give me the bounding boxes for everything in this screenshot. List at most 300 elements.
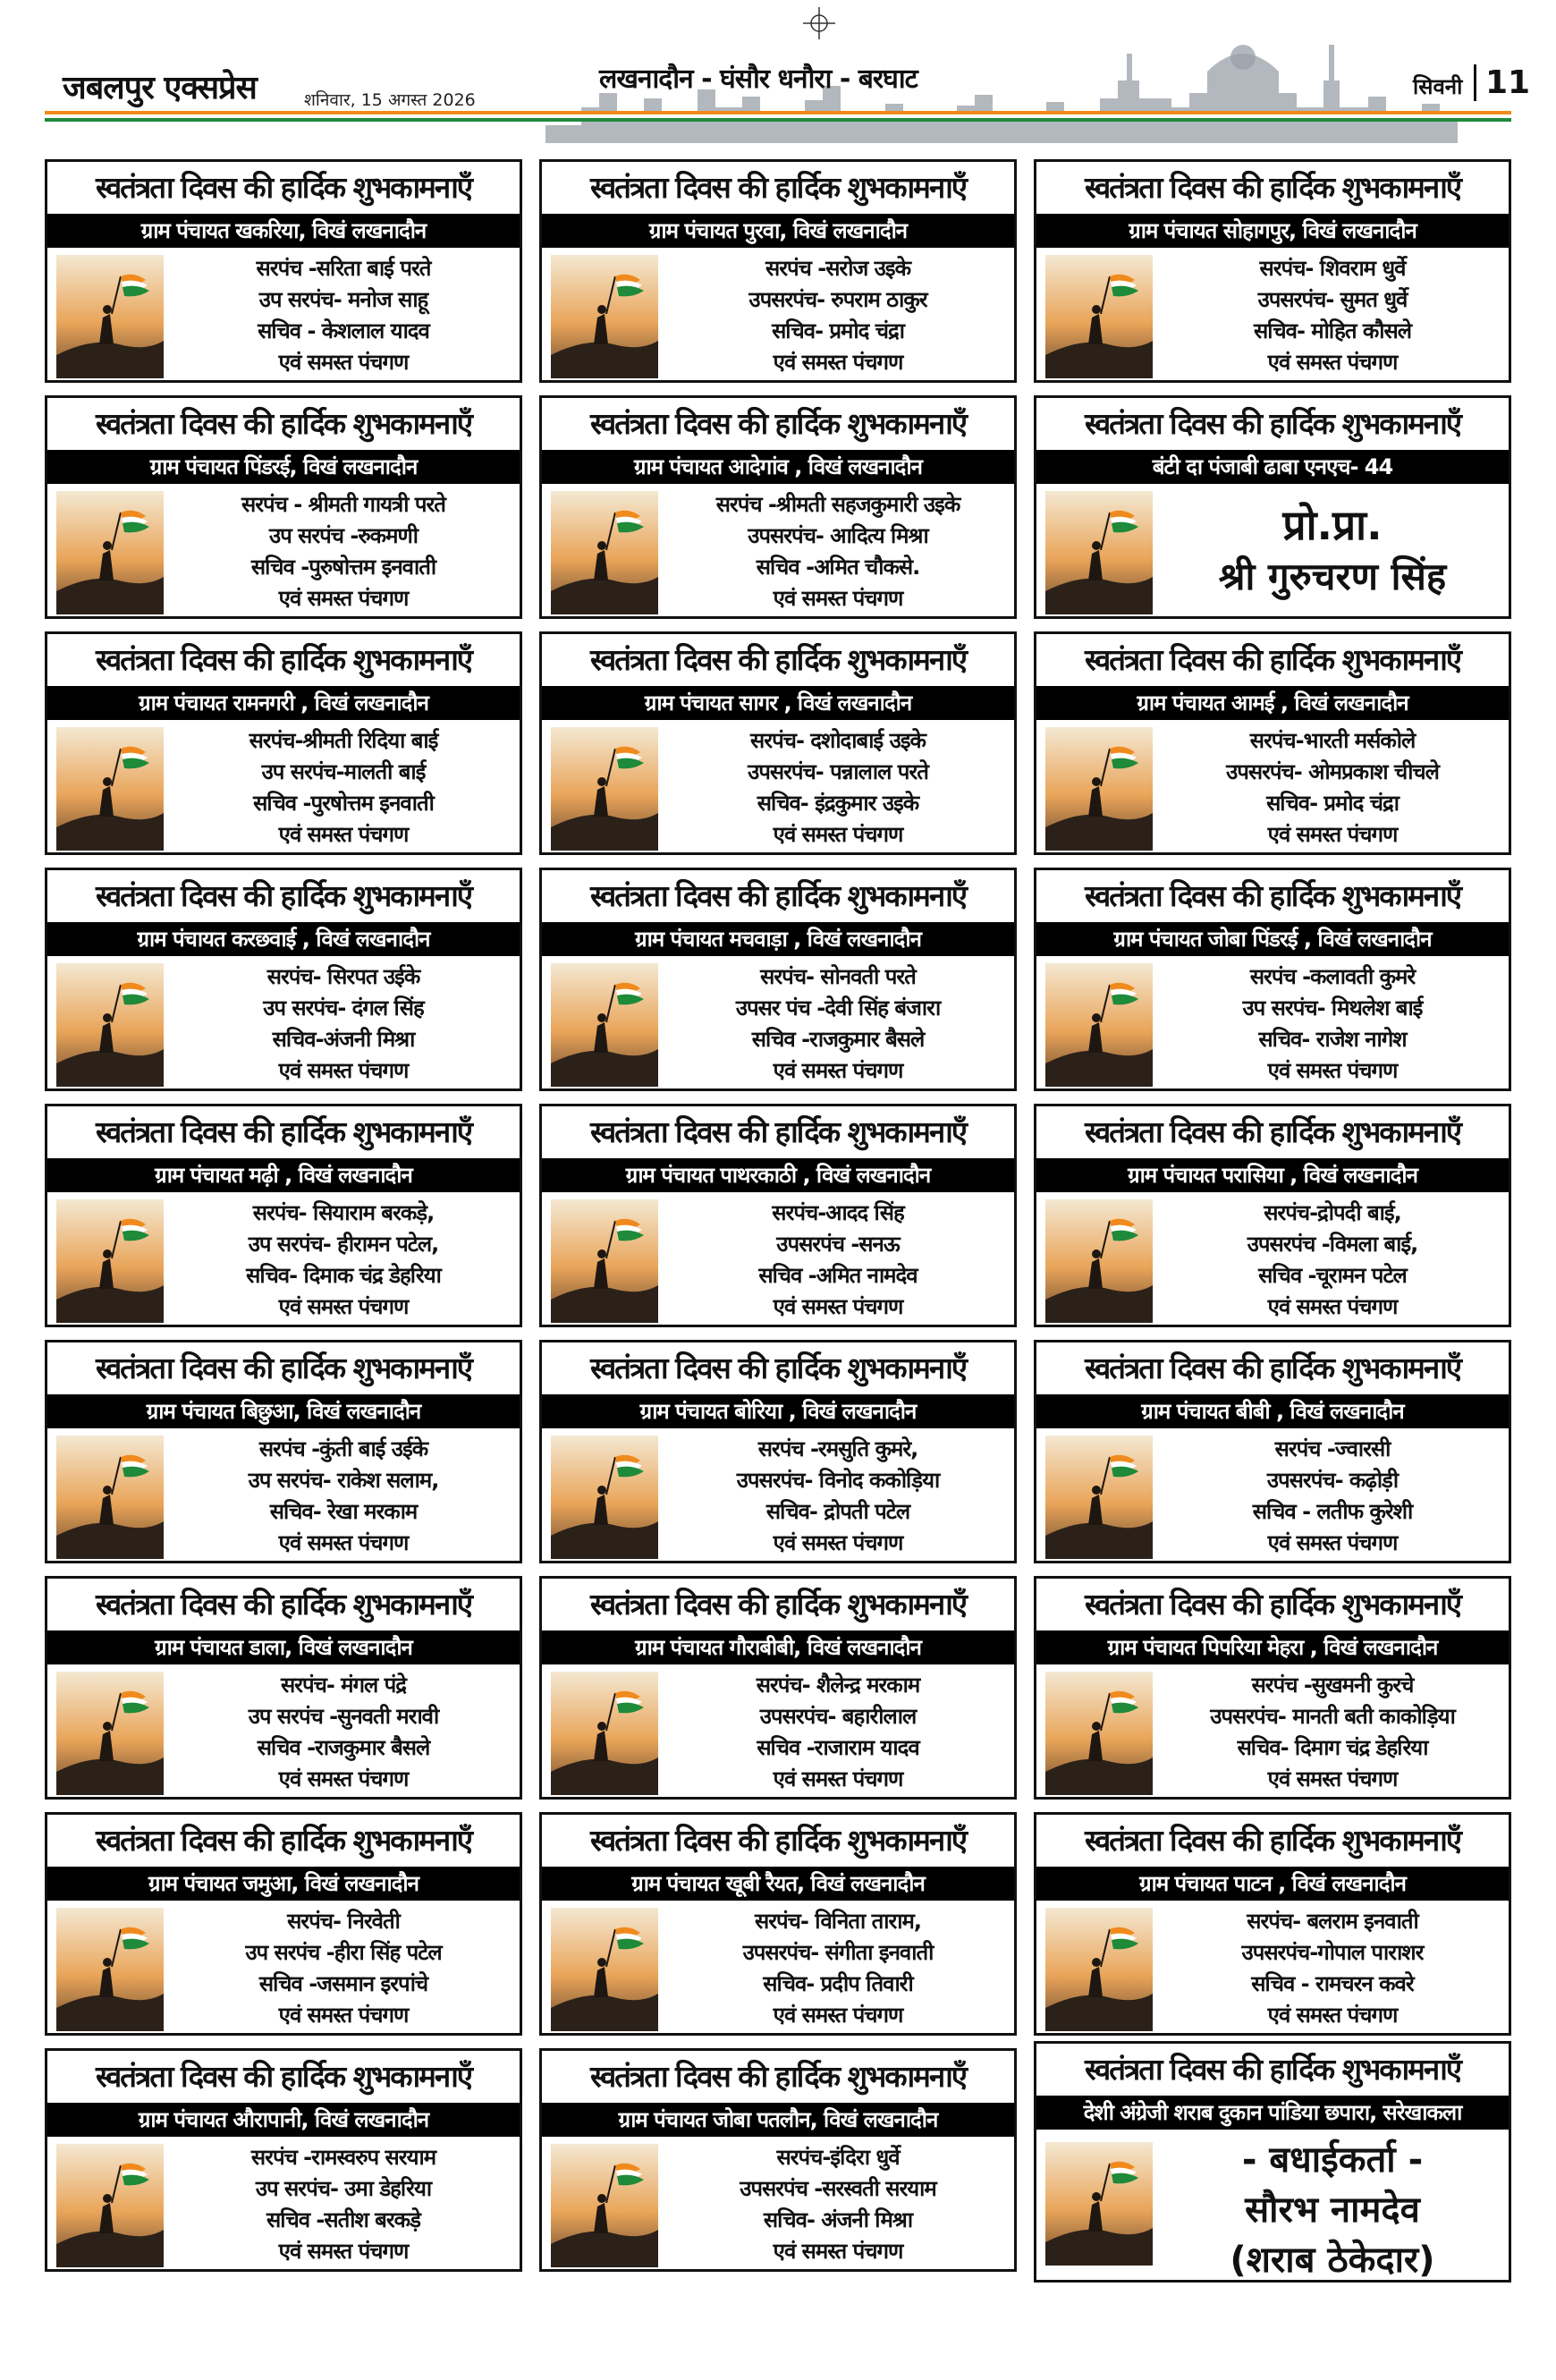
flag-bearer-photo-icon xyxy=(56,1199,164,1323)
greeting-ad xyxy=(539,1576,1017,1800)
ad-lines xyxy=(173,1198,514,1323)
ad-line: सचिव- रेखा मरकाम xyxy=(269,1499,418,1524)
flag-bearer-photo-icon xyxy=(56,727,164,851)
flag-bearer-photo-icon xyxy=(1045,1908,1153,2031)
city-label: सिवनी xyxy=(1413,74,1463,99)
ad-body xyxy=(47,720,520,856)
ad-large-line: - बधाईकर्ता - xyxy=(1241,2139,1424,2181)
flag-bearer-photo-icon xyxy=(56,1436,164,1559)
ad-subtitle-bar: ग्राम पंचायत पिपरिया मेहरा , विखं लखनादौन xyxy=(1036,1630,1509,1664)
ad-lines xyxy=(173,725,514,851)
ad-title: स्वतंत्रता दिवस की हार्दिक शुभकामनाएँ xyxy=(1085,170,1460,205)
ad-line: सरपंच- दशोदाबाई उइके xyxy=(750,728,926,753)
ad-subtitle-bar: ग्राम पंचायत जमुआ, विखं लखनादौन xyxy=(47,1867,520,1901)
ad-photo xyxy=(56,255,164,378)
ad-lines xyxy=(173,489,514,614)
ad-body xyxy=(1036,1664,1509,1800)
ad-title: स्वतंत्रता दिवस की हार्दिक शुभकामनाएँ xyxy=(590,1823,966,1858)
ad-subtitle-bar: ग्राम पंचायत पिंडरई, विखं लखनादौन xyxy=(47,450,520,484)
ad-line: उपसरपंच- सुमत धुर्वे xyxy=(1257,287,1408,312)
ad-title: स्वतंत्रता दिवस की हार्दिक शुभकामनाएँ xyxy=(96,878,471,913)
greeting-ad xyxy=(539,1340,1017,1563)
ad-lines xyxy=(173,2142,514,2267)
ad-photo xyxy=(56,1436,164,1559)
ad-line: सचिव- प्रमोद चंद्रा xyxy=(1266,791,1399,816)
ad-photo xyxy=(551,2144,658,2267)
ad-line: सचिव -चूरामन पटेल xyxy=(1258,1263,1407,1288)
ad-title: स्वतंत्रता दिवस की हार्दिक शुभकामनाएँ xyxy=(96,1114,471,1149)
ad-line: सरपंच- शिवराम धुर्वे xyxy=(1259,256,1406,281)
ad-title: स्वतंत्रता दिवस की हार्दिक शुभकामनाएँ xyxy=(96,2059,471,2094)
ad-line: सरपंच- शैलेन्द्र मरकाम xyxy=(756,1673,920,1698)
ad-line: सरपंच- बलराम इनवाती xyxy=(1247,1909,1418,1934)
ad-line: सचिव- दिमाग चंद्र डेहरिया xyxy=(1237,1735,1428,1760)
ad-line: उपसरपंच -सरस्वती सरयाम xyxy=(740,2176,936,2201)
ad-line: एवं समस्त पंचगण xyxy=(773,1766,903,1791)
flag-bearer-photo-icon xyxy=(551,1436,658,1559)
ad-subtitle-bar: ग्राम पंचायत खूबी रैयत, विखं लखनादौन xyxy=(542,1867,1014,1901)
ad-title: स्वतंत्रता दिवस की हार्दिक शुभकामनाएँ xyxy=(96,170,471,205)
greeting-ad xyxy=(45,868,522,1091)
ad-line: उप सरपंच -हीरा सिंह पटेल xyxy=(245,1940,442,1965)
ad-line: सरपंच-इंदिरा धुर्वे xyxy=(776,2145,900,2170)
greeting-ad xyxy=(1034,1812,1511,2036)
greeting-ad xyxy=(539,631,1017,855)
ad-lines xyxy=(667,1434,1009,1559)
ad-body xyxy=(542,1901,1014,2037)
ad-line: एवं समस्त पंचगण xyxy=(278,1766,409,1791)
ad-large-line: सौरभ नामदेव xyxy=(1245,2189,1420,2231)
ad-line: उप सरपंच -सुनवती मरावी xyxy=(248,1704,439,1729)
ad-line: एवं समस्त पंचगण xyxy=(773,1058,903,1083)
tricolor-rule xyxy=(45,111,1511,123)
ad-title: स्वतंत्रता दिवस की हार्दिक शुभकामनाएँ xyxy=(96,406,471,441)
flag-bearer-photo-icon xyxy=(1045,1436,1153,1559)
ad-body xyxy=(1036,1428,1509,1564)
ad-line: एवं समस्त पंचगण xyxy=(773,586,903,611)
greeting-ad xyxy=(539,395,1017,619)
ad-line: उप सरपंच-मालती बाई xyxy=(261,759,426,784)
ad-title: स्वतंत्रता दिवस की हार्दिक शुभकामनाएँ xyxy=(96,1587,471,1622)
ad-line: एवं समस्त पंचगण xyxy=(773,822,903,847)
ad-line: सरपंच-भारती मर्सकोले xyxy=(1249,728,1416,753)
ad-line: सरपंच -सुखमनी कुरचे xyxy=(1251,1673,1414,1698)
ad-line: एवं समस्त पंचगण xyxy=(773,1294,903,1319)
greeting-ad xyxy=(45,395,522,619)
ad-lines xyxy=(1162,1906,1503,2031)
flag-bearer-photo-icon xyxy=(1045,2142,1153,2266)
ad-title: स्वतंत्रता दिवस की हार्दिक शुभकामनाएँ xyxy=(590,642,966,677)
ad-subtitle-bar: ग्राम पंचायत आदेगांव , विखं लखनादौन xyxy=(542,450,1014,484)
ad-photo xyxy=(1045,1672,1153,1795)
ad-line: सरपंच- सिरपत उईके xyxy=(266,964,420,989)
ad-subtitle-bar: देशी अंग्रेजी शराब दुकान पांडिया छपारा, सरेखाकला xyxy=(1036,2096,1509,2130)
greeting-ad xyxy=(539,1104,1017,1327)
greeting-ads-grid xyxy=(45,159,1511,2320)
ad-body xyxy=(47,956,520,1092)
ad-line: सचिव -राजकुमार बैसले xyxy=(257,1735,430,1760)
publication-date: शनिवार, 15 अगस्त 2026 xyxy=(304,90,476,110)
ad-title: स्वतंत्रता दिवस की हार्दिक शुभकामनाएँ xyxy=(590,1351,966,1385)
ad-body xyxy=(47,2137,520,2273)
ad-photo xyxy=(1045,1199,1153,1323)
ad-photo xyxy=(551,1436,658,1559)
ad-subtitle-bar: ग्राम पंचायत पाथरकाठी , विखं लखनादौन xyxy=(542,1158,1014,1192)
ad-lines xyxy=(173,961,514,1087)
flag-bearer-photo-icon xyxy=(551,727,658,851)
greeting-ad xyxy=(1034,868,1511,1091)
ad-line: सरपंच -ज्वारसी xyxy=(1274,1436,1391,1461)
ad-subtitle-bar: ग्राम पंचायत बिछुआ, विखं लखनादौन xyxy=(47,1394,520,1428)
ad-lines xyxy=(667,1906,1009,2031)
ad-line: एवं समस्त पंचगण xyxy=(773,350,903,375)
ad-line: उपसरपंच- बहारीलाल xyxy=(759,1704,917,1729)
ad-subtitle-bar: ग्राम पंचायत रामनगरी , विखं लखनादौन xyxy=(47,686,520,720)
flag-bearer-photo-icon xyxy=(1045,255,1153,378)
greeting-ad xyxy=(1034,159,1511,383)
greeting-ad xyxy=(45,1104,522,1327)
ad-line: सरपंच -सरिता बाई परते xyxy=(256,256,431,281)
greeting-ad xyxy=(539,1812,1017,2036)
ad-line: उपसरपंच- रुपराम ठाकुर xyxy=(748,287,927,312)
ad-line: सचिव - लतीफ कुरेशी xyxy=(1252,1499,1413,1524)
ad-line: सरपंच- सियाराम बरकड़े, xyxy=(252,1200,435,1225)
ad-lines xyxy=(1162,725,1503,851)
ad-lines xyxy=(667,725,1009,851)
ad-body xyxy=(1036,956,1509,1092)
greeting-ad xyxy=(1034,1576,1511,1800)
ad-line: उपसरपंच-गोपाल पाराशर xyxy=(1241,1940,1424,1965)
ad-lines xyxy=(667,1198,1009,1323)
ad-photo xyxy=(1045,963,1153,1087)
ad-line: एवं समस्त पंचगण xyxy=(278,586,409,611)
ad-line: सचिव- इंद्रकुमार उइके xyxy=(757,791,919,816)
page-number: 11 xyxy=(1474,64,1530,101)
greeting-ad xyxy=(1034,1104,1511,1327)
ad-line: सचिव -अमित नामदेव xyxy=(758,1263,918,1288)
ad-body xyxy=(47,248,520,384)
ad-photo xyxy=(56,1199,164,1323)
ad-body xyxy=(1036,2130,1509,2281)
ad-line: उप सरपंच -रुकमणी xyxy=(268,523,419,548)
greeting-ad xyxy=(45,1340,522,1563)
ad-title: स्वतंत्रता दिवस की हार्दिक शुभकामनाएँ xyxy=(1085,406,1460,441)
ad-line: सरपंच- सोनवती परते xyxy=(760,964,916,989)
ad-title: स्वतंत्रता दिवस की हार्दिक शुभकामनाएँ xyxy=(96,642,471,677)
ad-title: स्वतंत्रता दिवस की हार्दिक शुभकामनाएँ xyxy=(1085,1587,1460,1622)
ad-line: सरपंच-द्रोपदी बाई, xyxy=(1264,1200,1401,1225)
greeting-ad xyxy=(45,1812,522,2036)
ad-photo xyxy=(551,1908,658,2031)
ad-line: सचिव - केशलाल यादव xyxy=(258,318,429,343)
ad-line: सचिव -जसमान इरपांचे xyxy=(258,1971,428,1996)
ad-title: स्वतंत्रता दिवस की हार्दिक शुभकामनाएँ xyxy=(1085,1351,1460,1385)
ad-line: एवं समस्त पंचगण xyxy=(773,2003,903,2028)
ad-line: उप सरपंच- राकेश सलाम, xyxy=(248,1468,439,1493)
ad-lines xyxy=(173,1670,514,1795)
ad-title: स्वतंत्रता दिवस की हार्दिक शुभकामनाएँ xyxy=(1085,1114,1460,1149)
ad-lines xyxy=(1162,1434,1503,1559)
ad-body xyxy=(1036,484,1509,620)
ad-photo xyxy=(1045,491,1153,614)
ad-photo xyxy=(551,963,658,1087)
ad-lines xyxy=(1162,1670,1503,1795)
ad-subtitle-bar: ग्राम पंचायत मढ़ी , विखं लखनादौन xyxy=(47,1158,520,1192)
flag-bearer-photo-icon xyxy=(551,1672,658,1795)
ad-photo xyxy=(1045,727,1153,851)
flag-bearer-photo-icon xyxy=(1045,963,1153,1087)
ad-line: एवं समस्त पंचगण xyxy=(278,822,409,847)
ad-lines xyxy=(1162,489,1503,602)
greeting-ad xyxy=(1034,2041,1511,2283)
ad-subtitle-bar: ग्राम पंचायत गौराबीबी, विखं लखनादौन xyxy=(542,1630,1014,1664)
ad-subtitle-bar: ग्राम पंचायत बोरिया , विखं लखनादौन xyxy=(542,1394,1014,1428)
ad-proprietor-name: श्री गुरुचरण सिंह xyxy=(1218,555,1447,598)
ad-line: सचिव -पुरषोत्तम इनवाती xyxy=(253,791,434,816)
ad-line: सरपंच -कुंती बाई उईके xyxy=(258,1436,428,1461)
ad-photo xyxy=(1045,1908,1153,2031)
ad-subtitle-bar: ग्राम पंचायत पुरवा, विखं लखनादौन xyxy=(542,214,1014,248)
ad-subtitle-bar: बंटी दा पंजाबी ढाबा एनएच- 44 xyxy=(1036,450,1509,484)
ad-line: सरपंच -रमसुति कुमरे, xyxy=(757,1436,918,1461)
ad-subtitle-bar: ग्राम पंचायत मचवाड़ा , विखं लखनादौन xyxy=(542,922,1014,956)
ad-title: स्वतंत्रता दिवस की हार्दिक शुभकामनाएँ xyxy=(590,406,966,441)
ad-line: एवं समस्त पंचगण xyxy=(773,1530,903,1555)
ad-line: एवं समस्त पंचगण xyxy=(1267,1058,1398,1083)
ad-line: सरपंच- विनिता ताराम, xyxy=(755,1909,921,1934)
ad-line: उप सरपंच- उमा डेहरिया xyxy=(255,2176,432,2201)
ad-title: स्वतंत्रता दिवस की हार्दिक शुभकामनाएँ xyxy=(590,1587,966,1622)
ad-lines xyxy=(1162,961,1503,1087)
ad-line: एवं समस्त पंचगण xyxy=(278,1058,409,1083)
ad-line: एवं समस्त पंचगण xyxy=(1267,1294,1398,1319)
ad-lines xyxy=(173,1434,514,1559)
ad-line: उपसर पंच -देवी सिंह बंजारा xyxy=(735,995,941,1021)
ad-lines xyxy=(667,2142,1009,2267)
ad-title: स्वतंत्रता दिवस की हार्दिक शुभकामनाएँ xyxy=(590,170,966,205)
ad-body xyxy=(1036,1192,1509,1328)
ad-title: स्वतंत्रता दिवस की हार्दिक शुभकामनाएँ xyxy=(1085,2052,1460,2087)
ad-line: एवं समस्त पंचगण xyxy=(278,1530,409,1555)
ad-photo xyxy=(56,727,164,851)
ad-body xyxy=(47,1664,520,1800)
ad-proprietor-label: प्रो.प्रा. xyxy=(1282,501,1383,549)
ad-body xyxy=(542,484,1014,620)
ad-line: एवं समस्त पंचगण xyxy=(278,1294,409,1319)
ad-line: सरपंच -रामस्वरुप सरयाम xyxy=(250,2145,436,2170)
ad-line: सचिव- राजेश नागेश xyxy=(1258,1027,1407,1052)
ad-photo xyxy=(56,1908,164,2031)
ad-line: एवं समस्त पंचगण xyxy=(278,350,409,375)
ad-line: उपसरपंच- संगीता इनवाती xyxy=(742,1940,934,1965)
ad-lines xyxy=(667,1670,1009,1795)
ad-line: सरपंच - श्रीमती गायत्री परते xyxy=(241,492,445,517)
ad-title: स्वतंत्रता दिवस की हार्दिक शुभकामनाएँ xyxy=(1085,642,1460,677)
ad-body xyxy=(542,1192,1014,1328)
ad-line: सचिव- प्रदीप तिवारी xyxy=(763,1971,913,1996)
ad-photo xyxy=(551,727,658,851)
ad-photo xyxy=(1045,255,1153,378)
ad-line: सरपंच-श्रीमती रिदिया बाई xyxy=(249,728,438,753)
greeting-ad xyxy=(539,2048,1017,2272)
ad-subtitle-bar: ग्राम पंचायत पाटन , विखं लखनादौन xyxy=(1036,1867,1509,1901)
ad-title: स्वतंत्रता दिवस की हार्दिक शुभकामनाएँ xyxy=(590,1114,966,1149)
ad-body xyxy=(542,2137,1014,2273)
ad-line: एवं समस्त पंचगण xyxy=(1267,2003,1398,2028)
ad-line: उप सरपंच- हीरामन पटेल, xyxy=(248,1232,439,1257)
flag-bearer-photo-icon xyxy=(1045,1199,1153,1323)
ad-body xyxy=(47,1192,520,1328)
ad-photo xyxy=(551,1672,658,1795)
flag-bearer-photo-icon xyxy=(56,963,164,1087)
ad-lines xyxy=(667,961,1009,1087)
ad-line: उप सरपंच- मिथलेश बाई xyxy=(1242,995,1423,1021)
flag-bearer-photo-icon xyxy=(56,255,164,378)
ad-body xyxy=(1036,1901,1509,2037)
ad-line: उपसरपंच -सनऊ xyxy=(776,1232,900,1257)
ad-line: उप सरपंच- मनोज साहू xyxy=(258,287,428,312)
flag-bearer-photo-icon xyxy=(551,2144,658,2267)
ad-subtitle-bar: ग्राम पंचायत खकरिया, विखं लखनादौन xyxy=(47,214,520,248)
ad-title: स्वतंत्रता दिवस की हार्दिक शुभकामनाएँ xyxy=(1085,878,1460,913)
ad-line: सचिव -राजाराम यादव xyxy=(757,1735,919,1760)
flag-bearer-photo-icon xyxy=(1045,1672,1153,1795)
ad-line: उप सरपंच- दंगल सिंह xyxy=(263,995,424,1021)
ad-body xyxy=(1036,720,1509,856)
ad-body xyxy=(47,1428,520,1564)
ad-subtitle-bar: ग्राम पंचायत जोबा पतलौन, विखं लखनादौन xyxy=(542,2103,1014,2137)
ad-lines xyxy=(1162,1198,1503,1323)
ad-line: उपसरपंच- पन्नालाल परते xyxy=(748,759,928,784)
flag-bearer-photo-icon xyxy=(551,491,658,614)
ad-line: सरपंच -सरोज उइके xyxy=(765,256,910,281)
ad-line: सरपंच-आदद सिंह xyxy=(772,1200,904,1225)
ad-lines xyxy=(173,1906,514,2031)
ad-title: स्वतंत्रता दिवस की हार्दिक शुभकामनाएँ xyxy=(96,1351,471,1385)
ad-subtitle-bar: ग्राम पंचायत आमई , विखं लखनादौन xyxy=(1036,686,1509,720)
ad-lines xyxy=(667,253,1009,378)
ad-line: सचिव- अंजनी मिश्रा xyxy=(763,2207,913,2232)
ad-title: स्वतंत्रता दिवस की हार्दिक शुभकामनाएँ xyxy=(1085,1823,1460,1858)
ad-line: सचिव - रामचरन कवरे xyxy=(1251,1971,1414,1996)
ad-line: एवं समस्त पंचगण xyxy=(1267,1530,1398,1555)
ad-photo xyxy=(551,491,658,614)
greeting-ad xyxy=(1034,1340,1511,1563)
ad-line: एवं समस्त पंचगण xyxy=(278,2239,409,2264)
flag-bearer-photo-icon xyxy=(551,963,658,1087)
ad-title: स्वतंत्रता दिवस की हार्दिक शुभकामनाएँ xyxy=(590,878,966,913)
ad-line: एवं समस्त पंचगण xyxy=(278,2003,409,2028)
ad-line: सचिव- प्रमोद चंद्रा xyxy=(772,318,904,343)
ad-line: उपसरपंच -विमला बाई, xyxy=(1247,1232,1418,1257)
ad-subtitle-bar: ग्राम पंचायत सोहागपुर, विखं लखनादौन xyxy=(1036,214,1509,248)
ad-photo xyxy=(1045,2142,1153,2266)
ad-subtitle-bar: ग्राम पंचायत सागर , विखं लखनादौन xyxy=(542,686,1014,720)
ad-line: सरपंच- निरवेती xyxy=(287,1909,400,1934)
ad-line: सरपंच -श्रीमती सहजकुमारी उइके xyxy=(715,492,960,517)
greeting-ad xyxy=(539,159,1017,383)
flag-bearer-photo-icon xyxy=(551,1908,658,2031)
flag-bearer-photo-icon xyxy=(1045,491,1153,614)
ad-line: सचिव- द्रोपती पटेल xyxy=(765,1499,910,1524)
ad-line: सचिव -राजकुमार बैसले xyxy=(751,1027,925,1052)
ad-line: सचिव -अमित चौकसे. xyxy=(756,555,920,580)
ad-photo xyxy=(551,255,658,378)
ad-body xyxy=(542,248,1014,384)
ad-line: एवं समस्त पंचगण xyxy=(773,2239,903,2264)
ad-body xyxy=(542,1428,1014,1564)
ad-photo xyxy=(551,1199,658,1323)
greeting-ad xyxy=(1034,395,1511,619)
ad-subtitle-bar: ग्राम पंचायत बीबी , विखं लखनादौन xyxy=(1036,1394,1509,1428)
flag-bearer-photo-icon xyxy=(551,255,658,378)
ad-title: स्वतंत्रता दिवस की हार्दिक शुभकामनाएँ xyxy=(96,1823,471,1858)
ad-line: एवं समस्त पंचगण xyxy=(1267,822,1398,847)
ad-title: स्वतंत्रता दिवस की हार्दिक शुभकामनाएँ xyxy=(590,2059,966,2094)
ad-lines xyxy=(1162,2135,1503,2285)
greeting-ad xyxy=(1034,631,1511,855)
flag-bearer-photo-icon xyxy=(1045,727,1153,851)
ad-lines xyxy=(173,253,514,378)
ad-large-line: (शराब ठेकेदार) xyxy=(1230,2240,1435,2281)
ad-line: उपसरपंच- विनोद ककोड़िया xyxy=(736,1468,940,1493)
ad-subtitle-bar: ग्राम पंचायत जोबा पिंडरई , विखं लखनादौन xyxy=(1036,922,1509,956)
greeting-ad xyxy=(45,1576,522,1800)
ad-body xyxy=(1036,248,1509,384)
ad-body xyxy=(47,1901,520,2037)
ad-lines xyxy=(1162,253,1503,378)
flag-bearer-photo-icon xyxy=(56,1908,164,2031)
ad-line: एवं समस्त पंचगण xyxy=(1267,1766,1398,1791)
newspaper-brand: जबलपुर एक्सप्रेस xyxy=(63,69,257,106)
ad-photo xyxy=(1045,1436,1153,1559)
ad-line: सचिव -सतीश बरकड़े xyxy=(266,2207,420,2232)
flag-bearer-photo-icon xyxy=(56,2144,164,2267)
ad-subtitle-bar: ग्राम पंचायत करछवाई , विखं लखनादौन xyxy=(47,922,520,956)
ad-lines xyxy=(667,489,1009,614)
flag-bearer-photo-icon xyxy=(56,1672,164,1795)
ad-subtitle-bar: ग्राम पंचायत डाला, विखं लखनादौन xyxy=(47,1630,520,1664)
flag-bearer-photo-icon xyxy=(551,1199,658,1323)
ad-photo xyxy=(56,1672,164,1795)
flag-bearer-photo-icon xyxy=(56,491,164,614)
ad-line: सरपंच- मंगल पंद्रे xyxy=(280,1673,407,1698)
ad-body xyxy=(542,956,1014,1092)
ad-line: उपसरपंच- मानती बती काकोड़िया xyxy=(1210,1704,1455,1729)
masthead xyxy=(45,0,1531,152)
ad-photo xyxy=(56,963,164,1087)
ad-body xyxy=(47,484,520,620)
ad-line: सचिव -पुरुषोत्तम इनवाती xyxy=(250,555,436,580)
edition-label: लखनादौन - घंसौर धनौरा - बरघाट xyxy=(599,64,918,95)
ad-body xyxy=(542,1664,1014,1800)
ad-photo xyxy=(56,491,164,614)
ad-line: सचिव-अंजनी मिश्रा xyxy=(272,1027,415,1052)
ad-line: सचिव- मोहित कौसले xyxy=(1253,318,1412,343)
ad-line: उपसरपंच- आदित्य मिश्रा xyxy=(748,523,928,548)
ad-line: सचिव- दिमाक चंद्र डेहरिया xyxy=(246,1263,441,1288)
greeting-ad xyxy=(45,631,522,855)
ad-line: उपसरपंच- कढ़ोड़ी xyxy=(1266,1468,1399,1493)
greeting-ad xyxy=(45,2048,522,2272)
greeting-ad xyxy=(45,159,522,383)
ad-subtitle-bar: ग्राम पंचायत औरापानी, विखं लखनादौन xyxy=(47,2103,520,2137)
ad-line: उपसरपंच- ओमप्रकाश चीचले xyxy=(1226,759,1439,784)
ad-line: सरपंच -कलावती कुमरे xyxy=(1249,964,1416,989)
greeting-ad xyxy=(539,868,1017,1091)
ad-subtitle-bar: ग्राम पंचायत परासिया , विखं लखनादौन xyxy=(1036,1158,1509,1192)
ad-line: एवं समस्त पंचगण xyxy=(1267,350,1398,375)
